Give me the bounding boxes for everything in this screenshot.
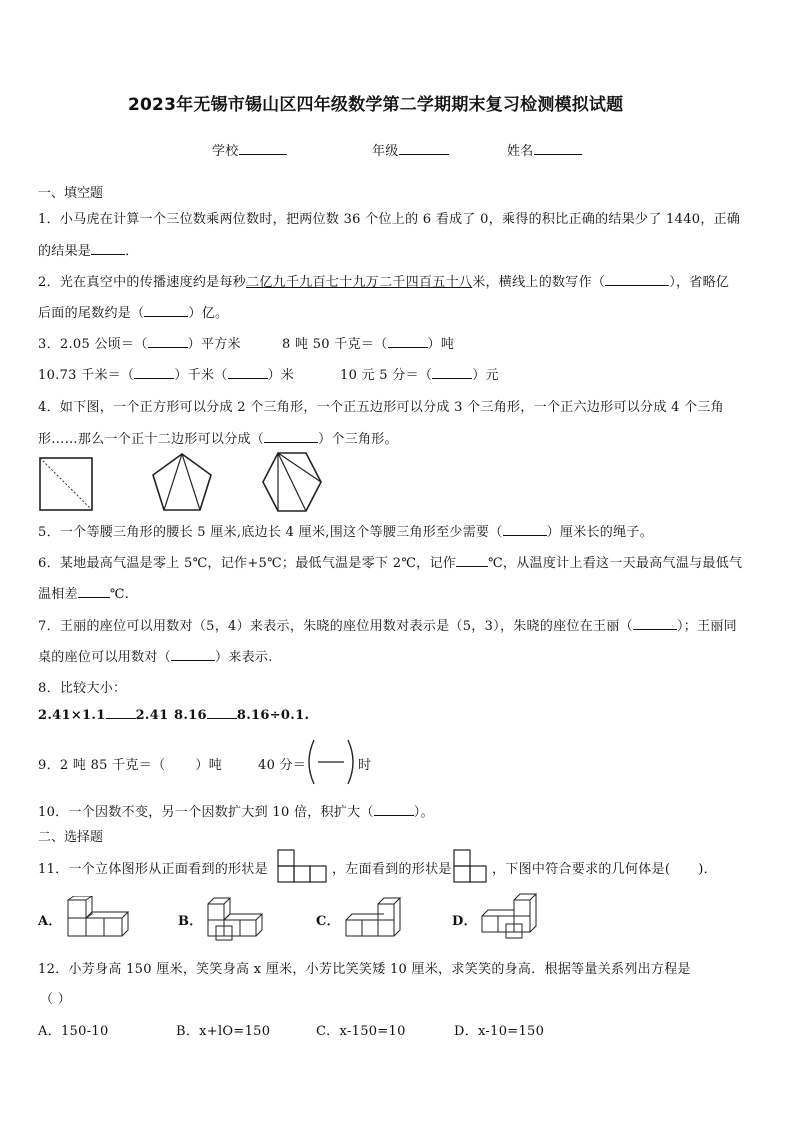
q8-compare-2: 8.16 8.16÷0.1. bbox=[174, 708, 310, 723]
q2-approx-blank[interactable] bbox=[144, 316, 188, 317]
q6-blank-2[interactable] bbox=[78, 597, 110, 598]
q5-line: 5．一个等腰三角形的腰长 5 厘米,底边长 4 厘米,围这个等腰三角形至少需要（ ）厘米长的绳子。 bbox=[38, 525, 654, 540]
q2-underlined-number: 二亿九千九百七十九万二千四百五十八 bbox=[246, 275, 473, 290]
square-figure bbox=[38, 456, 94, 512]
option-c-cubes bbox=[342, 892, 406, 942]
school-field[interactable] bbox=[212, 140, 287, 159]
page-title: 2023年无锡市锡山区四年级数学第二学期期末复习检测模拟试题 bbox=[128, 95, 624, 115]
q12-line1: 12．小芳身高 150 厘米，笑笑身高 x 厘米，小芳比笑笑矮 10 厘米，求笑笑的身高．根据等量关系列出方程是 bbox=[38, 962, 691, 977]
q9-part1: 9．2 吨 85 千克＝（ ）吨 bbox=[38, 758, 222, 773]
section-fill-blank: 一、填空题 bbox=[38, 186, 104, 201]
grade-label: 年级 bbox=[372, 144, 399, 159]
q3-blank-2[interactable] bbox=[388, 347, 428, 348]
q1-line1: 1．小马虎在计算一个三位数乘两位数时，把两位数 36 个位上的 6 看成了 0，乘得的积比正确的结果少了 1440，正确 bbox=[38, 212, 741, 227]
q2-line2: 后面的尾数约是（ ）亿。 bbox=[38, 306, 229, 321]
q7-line1: 7．王丽的座位可以用数对（5，4）来表示，朱晓的座位用数对表示是（5，3），朱晓的座位在王丽（ ）；王丽同 bbox=[38, 619, 737, 634]
name-label: 姓名 bbox=[507, 144, 534, 159]
q9-fraction-blank[interactable] bbox=[306, 738, 356, 786]
q7-blank-2[interactable] bbox=[171, 660, 215, 661]
q10-line: 10．一个因数不变，另一个因数扩大到 10 倍，积扩大（ ）。 bbox=[38, 805, 434, 820]
q8-title: 8．比较大小： bbox=[38, 681, 127, 696]
q12-option-b[interactable]: B．x+lO=150 bbox=[176, 1024, 271, 1039]
q6-line2: 温相差 ℃. bbox=[38, 587, 130, 602]
q3-line2b: 10 元 5 分＝（ ）元 bbox=[340, 368, 499, 383]
q8-blank-2[interactable] bbox=[207, 718, 237, 719]
q8-blank-1[interactable] bbox=[106, 718, 136, 719]
school-label: 学校 bbox=[212, 144, 239, 159]
q11-text-c: ，下图中符合要求的几何体是( )． bbox=[492, 862, 717, 877]
q12-line2: （ ） bbox=[40, 992, 72, 1007]
grade-field[interactable] bbox=[372, 140, 449, 159]
q3-blank-3[interactable] bbox=[134, 378, 174, 379]
q6-blank-1[interactable] bbox=[456, 566, 488, 567]
q11-option-a[interactable]: A． bbox=[38, 914, 62, 929]
q3-blank-1[interactable] bbox=[148, 347, 188, 348]
name-field[interactable] bbox=[507, 140, 582, 159]
q3-line2a: 10.73 千米＝（ ）千米（ ）米 bbox=[38, 368, 295, 383]
q5-answer-blank[interactable] bbox=[503, 535, 547, 536]
q9-unit: 时 bbox=[358, 758, 372, 773]
q2-answer-blank[interactable] bbox=[605, 285, 669, 286]
q3-blank-5[interactable] bbox=[432, 378, 472, 379]
q6-line1: 6．某地最高气温是零上 5℃，记作+5℃；最低气温是零下 2℃，记作 ℃，从温度计上看这一天最高气温与最低气 bbox=[38, 556, 743, 571]
pentagon-figure bbox=[150, 452, 214, 514]
hexagon-figure bbox=[260, 450, 324, 514]
front-view-icon bbox=[276, 848, 330, 884]
option-a-cubes bbox=[66, 896, 132, 940]
q11-text-b: ，左面看到的形状是 bbox=[332, 862, 452, 877]
q12-option-c[interactable]: C．x-150=10 bbox=[316, 1024, 406, 1039]
q12-option-d[interactable]: D．x-10=150 bbox=[454, 1024, 545, 1039]
option-d-cubes bbox=[478, 892, 544, 942]
q11-option-c[interactable]: C． bbox=[316, 914, 340, 929]
q2-line1: 2．光在真空中的传播速度约是每秒二亿九千九百七十九万二千四百五十八米，横线上的数写作（ ），省略亿 bbox=[38, 275, 730, 290]
q11-text-a: 11．一个立体图形从正面看到的形状是 bbox=[38, 862, 268, 877]
section-choice: 二、选择题 bbox=[38, 830, 104, 845]
q11-option-b[interactable]: B． bbox=[178, 914, 203, 929]
q1-line2: 的结果是 ． bbox=[38, 244, 139, 259]
q4-line2: 形……那么一个正十二边形可以分成（ ）个三角形。 bbox=[38, 432, 398, 447]
q9-part2-label: 40 分＝ bbox=[258, 758, 307, 773]
option-b-cubes bbox=[204, 894, 270, 944]
q3-line1a: 3．2.05 公顷＝（ ）平方米 bbox=[38, 337, 241, 352]
q4-answer-blank[interactable] bbox=[264, 442, 318, 443]
q1-answer-blank[interactable] bbox=[91, 254, 125, 255]
q8-compare-1: 2.41×1.1 2.41 bbox=[38, 708, 169, 723]
q11-option-d[interactable]: D． bbox=[452, 914, 477, 929]
q12-option-a[interactable]: A．150-10 bbox=[38, 1024, 109, 1039]
left-view-icon bbox=[452, 848, 490, 884]
q10-answer-blank[interactable] bbox=[374, 815, 414, 816]
q7-blank-1[interactable] bbox=[633, 629, 677, 630]
q3-blank-4[interactable] bbox=[228, 378, 268, 379]
q3-line1b: 8 吨 50 千克＝（ ）吨 bbox=[282, 337, 455, 352]
q7-line2: 桌的座位可以用数对（ ）来表示. bbox=[38, 650, 273, 665]
q4-line1: 4．如下图，一个正方形可以分成 2 个三角形，一个正五边形可以分成 3 个三角形，一个正六边形可以分成 4 个三角 bbox=[38, 400, 724, 415]
